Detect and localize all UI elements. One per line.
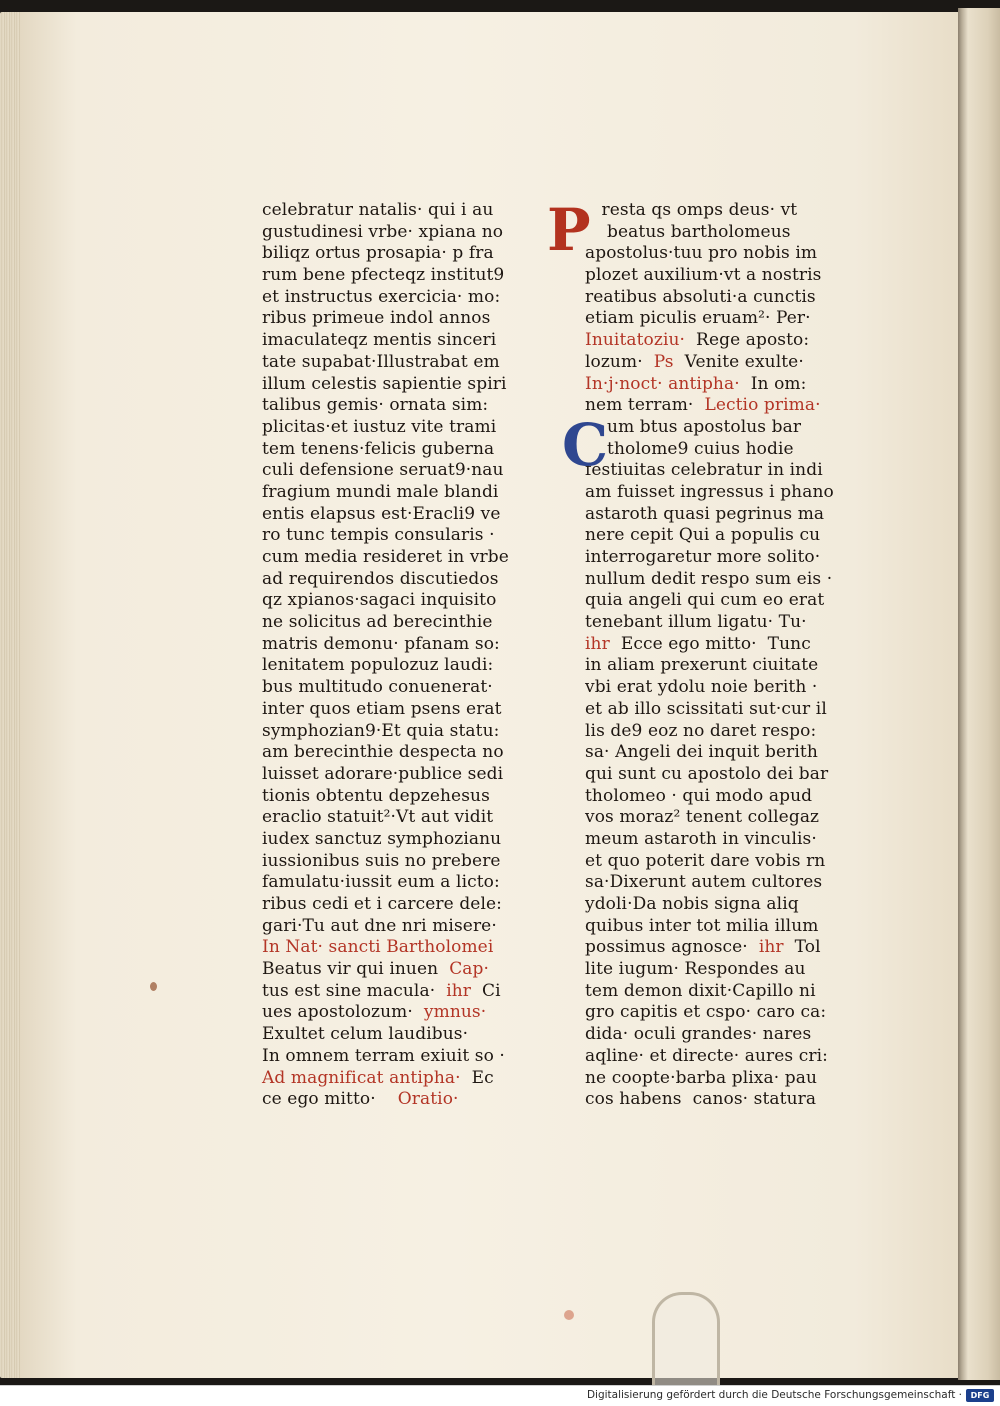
text-line: talibus gemis· ornata sim: — [262, 395, 489, 416]
text-line: reatibus absoluti·a cunctis — [585, 286, 816, 307]
text-line: ribus primeue indol annos — [262, 308, 491, 329]
text-line: lozum· Ps Venite exulte· — [585, 351, 804, 372]
text-line: gari·Tu aut dne nri misere· — [262, 915, 497, 936]
text-line: ne coopte·barba plixa· pau — [585, 1067, 818, 1088]
text-line: qui sunt cu apostolo dei bar — [585, 763, 829, 784]
text-line: entis elapsus est·Eracli9 ve — [262, 503, 501, 524]
text-line: ihr Ecce ego mitto· Tunc — [585, 633, 811, 654]
text-line: interrogaretur more solito· — [585, 547, 821, 567]
text-line: In·j·noct· antipha· In om: — [585, 373, 807, 394]
text-column-right — [585, 200, 855, 1111]
text-line: ydoli·Da nobis signa aliq — [585, 894, 799, 914]
text-line: tholome9 cuius hodie — [585, 438, 794, 459]
text-line: meum astaroth in vinculis· — [585, 828, 817, 849]
text-line: tholomeo · qui modo apud — [585, 785, 813, 806]
text-line: tus est sine macula· ihr Ci — [262, 980, 501, 1001]
funding-notice: Digitalisierung gefördert durch die Deutsche Forschungsgemeinschaft · — [586, 1389, 962, 1401]
text-line: apostolus·tuu pro nobis im — [585, 243, 818, 264]
foxing-spot — [150, 982, 157, 991]
text-line: gro capitis et cspo· caro ca: — [585, 1002, 827, 1023]
text-line: sa·Dixerunt autem cultores — [585, 872, 823, 893]
text-line: symphozian9·Et quia statu: — [262, 720, 500, 741]
text-line: tenebant illum ligatu· Tu· — [585, 612, 807, 633]
text-line: bus multitudo conuenerat· — [262, 677, 493, 698]
text-line: Beatus vir qui inuen Cap· — [262, 959, 490, 980]
text-line: ce ego mitto· Oratio· — [262, 1089, 459, 1110]
text-line: matris demonu· pfanam so: — [262, 633, 500, 654]
text-line: tate supabat·Illustrabat em — [262, 351, 500, 372]
decorated-initial-blue: C — [562, 411, 609, 479]
text-line: lis de9 eoz no daret respo: — [585, 720, 817, 741]
text-line: etiam piculis eruam²· Per· — [585, 308, 811, 329]
text-line: um btus apostolus bar — [585, 416, 802, 437]
text-line: inter quos etiam psens erat — [262, 698, 502, 719]
text-line: ad requirendos discutiedos — [262, 568, 499, 589]
text-line: ro tunc tempis consularis · — [262, 525, 495, 546]
text-line: et instructus exercicia· mo: — [262, 286, 501, 307]
book-edge-right — [958, 8, 1000, 1380]
text-line: nem terram· Lectio prima· — [585, 395, 821, 416]
text-line: aqline· et directe· aures cri: — [585, 1045, 828, 1066]
text-line: cum media resideret in vrbe — [262, 547, 509, 567]
text-line: celebratur natalis· qui i au — [262, 200, 494, 220]
text-line: astaroth quasi pegrinus ma — [585, 503, 825, 524]
text-line: tem demon dixit·Capillo ni — [585, 980, 816, 1001]
dfg-logo-icon: DFG — [966, 1389, 994, 1402]
text-line: imaculateqz mentis sinceri — [262, 330, 497, 351]
text-line: qz xpianos·sagaci inquisito — [262, 590, 497, 611]
text-line: sa· Angeli dei inquit berith — [585, 742, 818, 763]
text-line: possimus agnosce· ihr Tol — [585, 937, 821, 958]
text-line: am berecinthie despecta no — [262, 742, 504, 763]
text-line: nere cepit Qui a populis cu — [585, 525, 821, 546]
text-line: fragium mundi male blandi — [262, 481, 499, 502]
text-line: cos habens canos· statura — [585, 1089, 817, 1110]
text-line: lite iugum· Respondes au — [585, 959, 806, 980]
page-holder-clip — [652, 1292, 720, 1385]
text-line: iussionibus suis no prebere — [262, 850, 501, 871]
text-line: vbi erat ydolu noie berith · — [585, 677, 818, 698]
text-line: nullum dedit respo sum eis · — [585, 568, 833, 589]
text-line: ues apostolozum· ymnus· — [262, 1002, 487, 1023]
decorated-initial-red: P — [547, 196, 591, 264]
text-line: beatus bartholomeus — [585, 221, 791, 242]
text-line: plicitas·et iustuz vite trami — [262, 416, 497, 437]
text-line: festiuitas celebratur in indi — [585, 460, 823, 481]
text-line: famulatu·iussit eum a licto: — [262, 872, 500, 893]
text-line: Inuitatoziu· Rege aposto: — [585, 330, 810, 351]
text-line: culi defensione seruat9·nau — [262, 460, 504, 481]
text-line: rum bene pfecteqz institut9 — [262, 265, 505, 286]
footer-bar — [0, 1385, 1000, 1406]
text-line: Exultet celum laudibus· — [262, 1024, 480, 1045]
text-line: et quo poterit dare vobis rn — [585, 850, 826, 871]
text-line: biliqz ortus prosapia· p fra — [262, 243, 494, 264]
text-line: luisset adorare·publice sedi — [262, 763, 504, 784]
text-line: ne solicitus ad berecinthie — [262, 612, 493, 633]
text-line: tionis obtentu depzehesus — [262, 785, 490, 806]
text-line: iudex sanctuz symphozianu — [262, 828, 502, 849]
text-line: am fuisset ingressus i phano — [585, 481, 834, 502]
text-line: In Nat· sancti Bartholomei — [262, 937, 494, 958]
text-line: tem tenens·felicis guberna — [262, 438, 495, 459]
text-line: plozet auxilium·vt a nostris — [585, 265, 822, 286]
text-line: illum celestis sapientie spiri — [262, 373, 507, 394]
foxing-spot — [564, 1310, 574, 1320]
text-line: quia angeli qui cum eo erat — [585, 590, 825, 611]
text-column-left — [262, 200, 524, 1111]
text-line: In omnem terram exiuit so · — [262, 1045, 505, 1066]
text-line: Ad magnificat antipha· Ec — [262, 1067, 494, 1088]
text-line: lenitatem populozuz laudi: — [262, 655, 494, 676]
text-line: in aliam prexerunt ciuitate — [585, 655, 819, 676]
text-line: dida· oculi grandes· nares — [585, 1024, 812, 1045]
text-line: gustudinesi vrbe· xpiana no — [262, 221, 504, 242]
text-line: vos moraz² tenent collegaz — [585, 807, 820, 828]
text-line: et ab illo scissitati sut·cur il — [585, 698, 827, 719]
text-line: ribus cedi et i carcere dele: — [262, 894, 502, 914]
text-line: quibus inter tot milia illum — [585, 915, 819, 936]
text-line: eraclio statuit²·Vt aut vidit — [262, 807, 494, 828]
text-line: resta qs omps deus· vt — [585, 200, 798, 220]
